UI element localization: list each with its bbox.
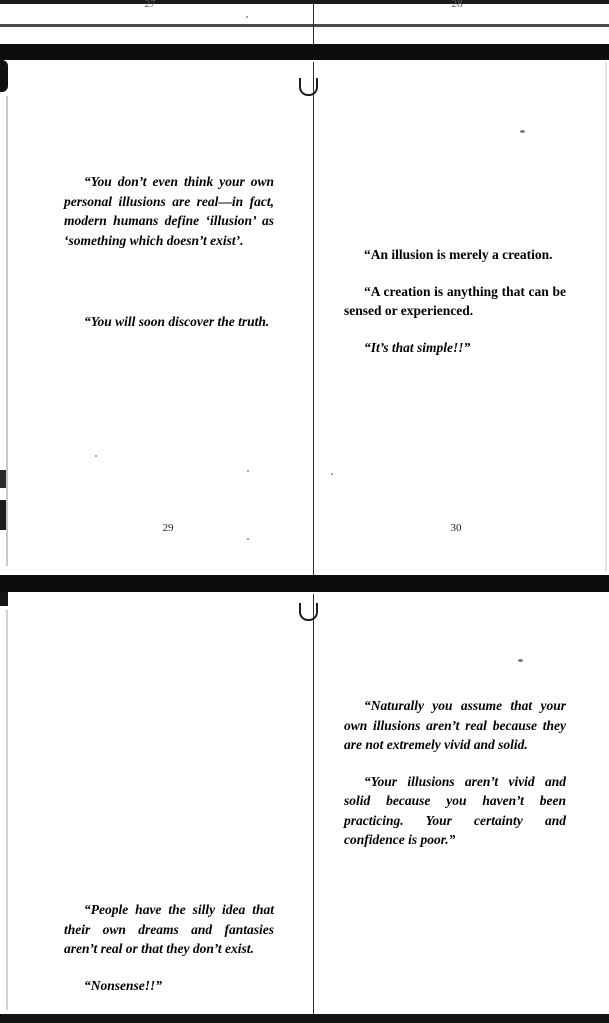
scan-band-top — [0, 0, 609, 4]
page-29-text-column — [64, 172, 274, 332]
page-number-27: 27 — [144, 0, 156, 10]
scan-speck — [331, 473, 333, 475]
page-gutter-middle — [313, 62, 314, 575]
scan-edge-line — [6, 96, 8, 566]
paragraph: “It’s that simple!!” — [364, 339, 471, 355]
scan-speck — [247, 470, 249, 472]
scan-speck — [247, 538, 249, 540]
paragraph: “Naturally you assume that your own illusions aren’t real because they are not extremely vivid and solid. — [344, 698, 566, 753]
scan-speck — [520, 130, 525, 133]
page-30-text-column — [344, 245, 566, 357]
paragraph: “Nonsense!!” — [84, 977, 163, 993]
paragraph: “People have the silly idea that their own dreams and fantasies aren’t real or that they don’t exist. — [64, 902, 274, 957]
paragraph: “You don’t even think your own personal illusions are real—in fact, modern humans define ‘illusion’ as ‘something which doesn’t exist’. — [64, 174, 274, 248]
page-31-text-column — [64, 900, 274, 995]
paragraph: “An illusion is merely a creation. — [364, 247, 553, 262]
binding-notch-bottom — [299, 603, 318, 621]
paragraph: “Your illusions aren’t vivid and solid because you haven’t been practicing. Your certainty and confidence is poor.” — [344, 773, 566, 848]
scan-speck — [246, 16, 248, 18]
paragraph: “A creation is anything that can be sensed or experienced. — [344, 283, 566, 319]
scan-band-separator-1 — [0, 44, 609, 60]
page-32-text-column — [344, 696, 566, 850]
page-gutter-top — [313, 0, 314, 44]
scan-band-rule — [0, 24, 609, 27]
scan-speck — [95, 455, 97, 457]
scan-edge-line — [605, 62, 607, 572]
paragraph: “You will soon discover the truth. — [84, 314, 270, 330]
scan-edge-artifact — [0, 60, 8, 92]
page-number-28: 28 — [451, 0, 463, 10]
binding-notch-middle — [299, 78, 318, 96]
page-number-29: 29 — [162, 522, 174, 534]
scan-band-bottom — [0, 1014, 609, 1023]
page-number-30: 30 — [450, 522, 462, 534]
scan-edge-line — [6, 610, 8, 1010]
scan-band-separator-2 — [0, 575, 609, 592]
scan-edge-artifact — [0, 592, 8, 606]
scan-speck — [518, 659, 523, 662]
page-gutter-bottom — [313, 594, 314, 1014]
